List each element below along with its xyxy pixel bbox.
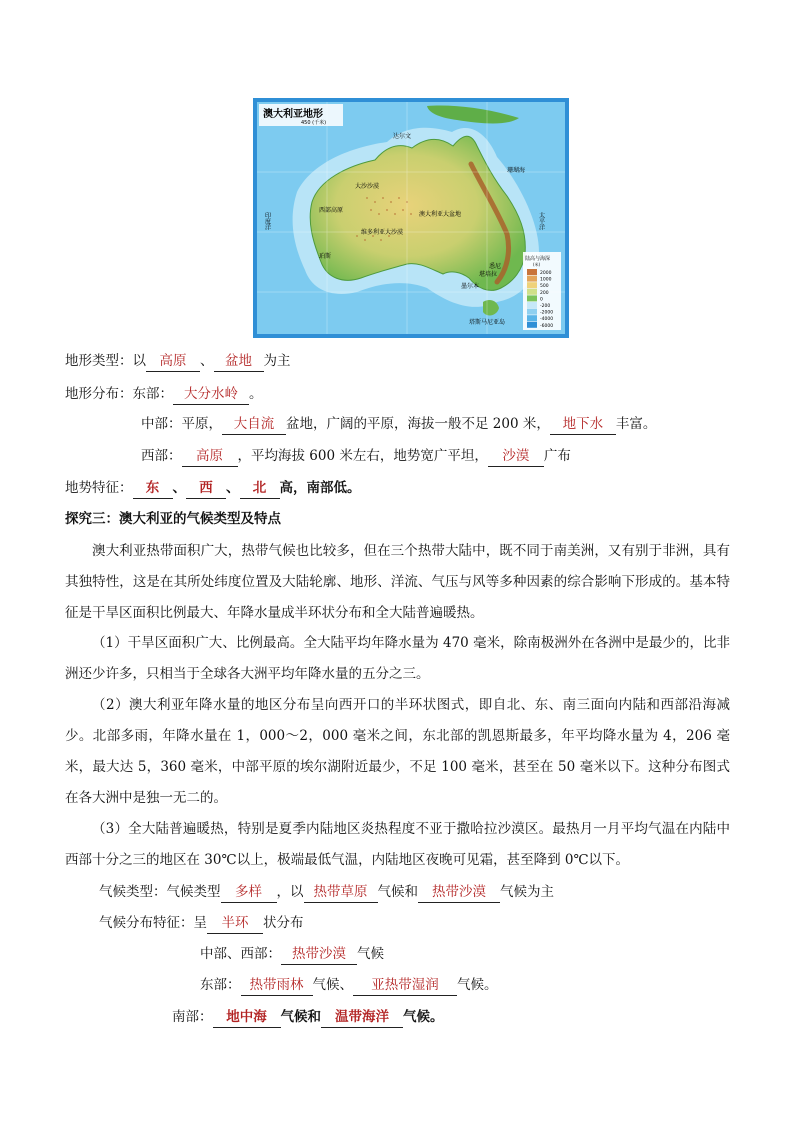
label-melbourne: 墨尔本 — [461, 283, 480, 290]
answer-tropical-desert: 热带沙漠 — [418, 882, 500, 903]
terrain-end: 高，南部低。 — [279, 480, 361, 496]
section-heading: 探究三：澳大利亚的气候类型及特点 — [65, 511, 281, 527]
label-sydney: 悉尼 — [489, 263, 502, 270]
legend-value: -6000 — [540, 323, 554, 329]
legend-swatch — [527, 276, 537, 282]
legend-value: -4000 — [540, 317, 554, 323]
landform-type-line — [65, 351, 291, 372]
answer-diverse: 多样 — [221, 882, 277, 903]
legend-title: 陆高与海深 — [525, 256, 551, 262]
legend-swatch — [527, 309, 537, 315]
answer-mediterranean: 地中海 — [213, 1007, 281, 1028]
west-label: 西部： — [141, 448, 182, 464]
label-darwin: 达尔文 — [393, 133, 412, 140]
legend-swatch — [527, 295, 537, 301]
answer-groundwater: 地下水 — [550, 414, 616, 435]
label-artesian: 澳大利亚大盆地 — [419, 211, 462, 218]
mid-end: 丰富。 — [615, 416, 657, 432]
climate-south-line — [172, 1007, 444, 1028]
south-mid: 气候和 — [280, 1009, 321, 1025]
south-end: 气候。 — [403, 1009, 444, 1025]
legend-unit: (米) — [533, 262, 541, 267]
answer-subtropical-humid: 亚热带湿润 — [353, 975, 457, 996]
climate-type-end: 气候为主 — [500, 884, 554, 900]
climate-type-label: 气候类型：气候类型 — [99, 884, 221, 900]
legend-swatch — [527, 289, 537, 295]
legend-value: 200 — [540, 290, 549, 296]
australia-terrain-map — [253, 98, 569, 338]
map-title: 澳大利亚地形 — [263, 109, 323, 120]
east-end: 气候。 — [457, 977, 498, 993]
answer-east: 东 — [133, 478, 173, 499]
legend-swatch — [527, 315, 537, 321]
legend-value: 0 — [540, 297, 543, 303]
climate-dist-label: 气候分布特征：呈 — [99, 915, 207, 931]
label-coral-sea: 珊瑚海 — [507, 167, 526, 174]
map-graphic — [257, 102, 565, 334]
landform-type-label: 地形类型：以 — [65, 353, 146, 369]
legend-swatch — [527, 269, 537, 275]
paragraph-3: （2）澳大利亚年降水量的地区分布呈向西开口的半环状图式，即自北、东、南三面向内陆和西部沿海减少。北部多雨，年降水量在 1，000～2，000 毫米之间，东北部的凯恩斯最多，年平均降水量为 4，206 毫米，最大达 5，360 毫米，中部平原的埃尔湖附近最少，不足 100 毫米，甚至在 50 毫米以下。这种分布图式在各大洲中是独一无二的。 — [65, 697, 730, 806]
climate-type-mid: ，以 — [276, 884, 304, 900]
mid-text: 盆地，广阔的平原，海拔一般不足 200 米， — [286, 416, 550, 432]
answer-west-plateau: 高原 — [182, 446, 238, 467]
paragraph-1: 澳大利亚热带面积广大，热带气候也比较多，但在三个热带大陆中，既不同于南美洲，又有别于非洲，具有其独特性，这是在其所处纬度位置及大陆轮廓、地形、洋流、气压与风等多种因素的综合影响下形成的。基本特征是干旱区面积比例最大、年降水量成半环状分布和全大陆普遍暖热。 — [65, 543, 730, 621]
east-end: 。 — [249, 386, 263, 402]
climate-type-mid2: 气候和 — [377, 884, 418, 900]
climate-type-line — [99, 882, 554, 903]
label-west-plateau: 西部高原 — [319, 207, 344, 214]
answer-rainforest: 热带雨林 — [241, 975, 313, 996]
landform-type-suffix: 为主 — [263, 353, 291, 369]
separator: 、 — [200, 353, 214, 369]
label-indian: 印度洋 — [263, 212, 271, 230]
answer-oceanic: 温带海洋 — [321, 1007, 403, 1028]
east-label: 东部： — [200, 977, 241, 993]
legend-swatch — [527, 302, 537, 308]
cw-end: 气候 — [357, 946, 384, 962]
landform-dist-line — [65, 384, 263, 405]
legend-value: 2000 — [540, 271, 552, 276]
landform-mid-line — [141, 414, 656, 435]
paragraph-4: （3）全大陆普遍暖热，特别是夏季内陆地区炎热程度不亚于撒哈拉沙漠区。最热月一月平均气温在内陆中西部十分之三的地区在 30℃以上，极端最低气温，内陆地区夜晚可见霜，甚至降到 0℃以下。 — [65, 821, 730, 868]
separator: 、 — [226, 480, 240, 496]
landform-dist-label: 地形分布：东部： — [65, 386, 173, 402]
legend-swatch — [527, 282, 537, 288]
legend-value: -200 — [540, 304, 551, 309]
answer-west: 西 — [186, 478, 226, 499]
climate-dist-line — [99, 913, 304, 934]
map-scale: 450 (千米) — [301, 120, 327, 126]
landform-west-line — [141, 446, 571, 467]
label-tasmania: 塔斯马尼亚岛 — [469, 319, 506, 326]
terrain-label: 地势特征： — [65, 480, 133, 496]
terrain-line — [65, 478, 361, 499]
label-canberra: 堪培拉 — [479, 271, 498, 278]
climate-east-line — [200, 975, 498, 996]
cw-label: 中部、西部： — [200, 946, 281, 962]
label-great-victoria: 维多利亚大沙漠 — [361, 229, 404, 236]
answer-north: 北 — [240, 478, 280, 499]
mid-label: 中部：平原， — [141, 416, 222, 432]
answer-artesian: 大自流 — [222, 414, 286, 435]
legend-swatch — [527, 322, 537, 328]
answer-desert: 沙漠 — [488, 446, 544, 467]
separator: 、 — [172, 480, 186, 496]
legend-value: -2000 — [540, 310, 554, 316]
answer-great-dividing-range: 大分水岭 — [173, 384, 249, 405]
label-great-sandy: 大沙沙漠 — [355, 183, 380, 190]
south-label: 南部： — [172, 1009, 213, 1025]
answer-cw-desert: 热带沙漠 — [281, 944, 357, 965]
answer-plateau: 高原 — [146, 351, 200, 372]
answer-basin: 盆地 — [214, 351, 264, 372]
west-end: 广布 — [543, 448, 571, 464]
label-perth: 珀斯 — [319, 253, 332, 260]
legend-value: 1000 — [540, 277, 552, 283]
climate-dist-end: 状分布 — [263, 915, 304, 931]
west-text: ，平均海拔 600 米左右，地势宽广平坦， — [237, 448, 488, 464]
answer-half-ring: 半环 — [207, 913, 263, 934]
paragraph-2: （1）干旱区面积广大、比例最高。全大陆平均年降水量为 470 毫米，除南极洲外在各洲中是最少的，比非洲还少许多，只相当于全球各大洲平均年降水量的五分之三。 — [65, 635, 730, 682]
label-pacific: 太平洋 — [537, 212, 545, 230]
legend-value: 500 — [540, 284, 549, 290]
climate-cw-line — [200, 944, 384, 965]
answer-savanna: 热带草原 — [304, 882, 378, 903]
east-mid: 气候、 — [312, 977, 353, 993]
